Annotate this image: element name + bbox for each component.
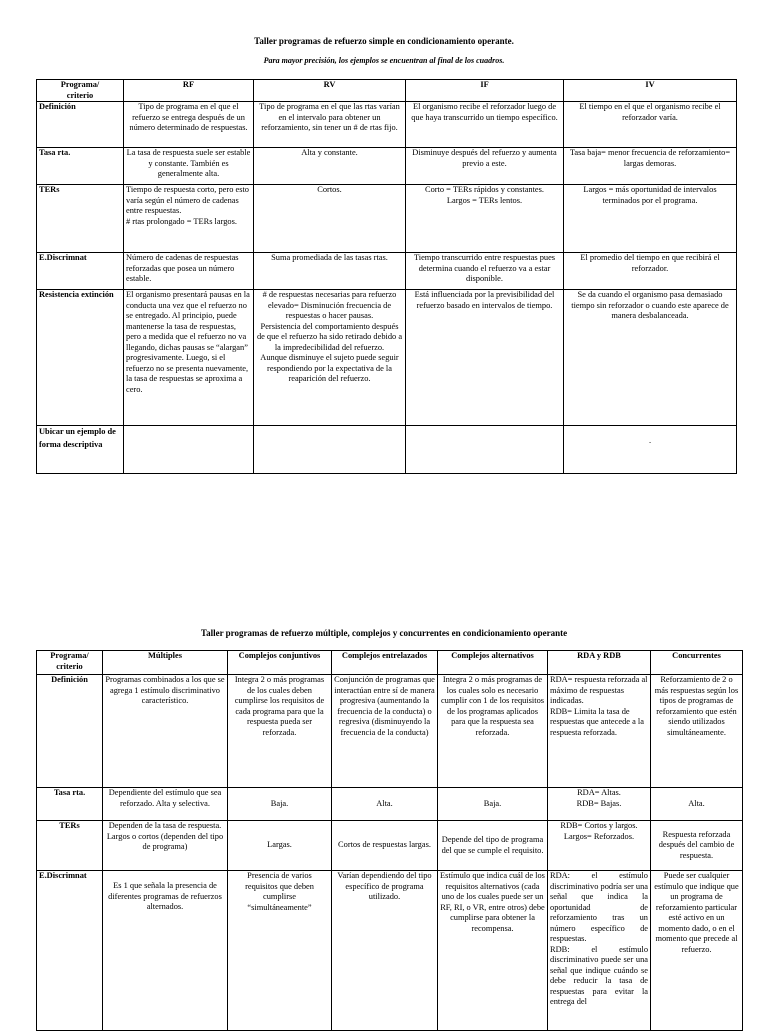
column-header: Complejos conjuntivos: [228, 651, 332, 675]
row-criterion: Tasa rta.: [37, 788, 103, 821]
column-header: Múltiples: [103, 651, 228, 675]
table-cell: Respuesta reforzada después del cambio de respuesta.: [651, 821, 743, 871]
column-header: Complejos entrelazados: [332, 651, 438, 675]
table1-title: Taller programas de refuerzo simple en condicionamiento operante.: [254, 36, 514, 46]
table-cell: El organismo presentará pausas en la conducta una vez que el refuerzo no se entregado. Al principio, puede mantenerse la tasa de respuestas, pero a medida que el refuerzo no va llegando, dichas pausas se “alargan” progresivamente. Luego, si el refuerzo no se presenta nuevamente, la tasa de respuestas se aproxima a cero.: [124, 290, 254, 426]
table1-subtitle: Para mayor precisión, los ejemplos se encuentran al final de los cuadros.: [263, 56, 505, 65]
table-cell: Disminuye después del refuerzo y aumenta previo a este.: [406, 148, 564, 185]
table-header-row: [37, 80, 737, 102]
column-header: RDA y RDB: [548, 651, 651, 675]
row-criterion: Ubicar un ejemplo de forma descriptiva: [37, 426, 124, 474]
column-header: RV: [254, 80, 406, 102]
table-cell: Tiempo transcurrido entre respuestas pues determina cuando el refuerzo va a estar disponible.: [406, 253, 564, 290]
table-cell: Largos = más oportunidad de intervalos terminados por el programa.: [564, 185, 737, 253]
column-header: Programa/ criterio: [37, 651, 103, 675]
table-cell: Integra 2 o más programas de los cuales solo es necesario cumplir con 1 de los requisitos de los programas aplicados para que la respuesta sea reforzada.: [438, 675, 548, 788]
column-header: Concurrentes: [651, 651, 743, 675]
column-header: Programa/ criterio: [37, 80, 124, 102]
column-header: IF: [406, 80, 564, 102]
table-cell: RDA= respuesta reforzada al máximo de respuestas indicadas. RDB= Limita la tasa de respuestas que antecede a la respuesta reforzada.: [548, 675, 651, 788]
column-header: Complejos alternativos: [438, 651, 548, 675]
table-cell: RDA= Altas. RDB= Bajas.: [548, 788, 651, 821]
table-cell: RDA: el estímulo discriminativo podría ser una señal que indica la oportunidad de reforzamiento tras un número específico de respuestas. RDB: el estímulo discriminativo puede ser una señal que indique cuándo se debe reducir la tasa de respuestas para evitar la entrega del: [548, 871, 651, 1031]
table-cell: Alta.: [332, 788, 438, 821]
table-cell: Dependiente del estímulo que sea reforzado. Alta y selectiva.: [103, 788, 228, 821]
table-cell: [124, 426, 254, 474]
row-criterion: E.Discrimnat: [37, 253, 124, 290]
complex-programs-table: [36, 650, 743, 1031]
table-cell: El promedio del tiempo en que recibirá el reforzador.: [564, 253, 737, 290]
table-cell: Dependen de la tasa de respuesta. Largos o cortos (dependen del tipo de programa): [103, 821, 228, 871]
row-criterion: TERs: [37, 185, 124, 253]
column-header: RF: [124, 80, 254, 102]
table-row: [37, 788, 743, 821]
row-criterion: Tasa rta.: [37, 148, 124, 185]
table-cell: Tiempo de respuesta corto, pero esto varía según el número de cadenas entre respuestas. # rtas prolongado = TERs largos.: [124, 185, 254, 253]
table-cell: Reforzamiento de 2 o más respuestas según los tipos de programas de reforzamiento que estén siendo utilizados simultáneamente.: [651, 675, 743, 788]
table-cell: Corto = TERs rápidos y constantes. Largos = TERs lentos.: [406, 185, 564, 253]
table-row: [37, 675, 743, 788]
table-row: [37, 253, 737, 290]
row-criterion: Definición: [37, 675, 103, 788]
row-criterion: Definición: [37, 102, 124, 148]
table-cell: Tasa baja= menor frecuencia de reforzamiento= largas demoras.: [564, 148, 737, 185]
table-row: [37, 426, 737, 474]
table-header-row: [37, 651, 743, 675]
row-criterion: Resistencia extinción: [37, 290, 124, 426]
table-cell: # de respuestas necesarias para refuerzo elevado= Disminución frecuencia de respuestas o hacer pausas. Persistencia del comportamiento después de que el refuerzo ha sido retirado debido a la impredecibilidad del refuerzo. Aunque disminuye el sujeto puede seguir respondiendo por la expectativa de la reaparición del refuerzo.: [254, 290, 406, 426]
table-cell: Número de cadenas de respuestas reforzadas que posea un número estable.: [124, 253, 254, 290]
table-cell: Baja.: [228, 788, 332, 821]
table-row: [37, 871, 743, 1031]
table-cell: Está influenciada por la previsibilidad del refuerzo basado en intervalos de tiempo.: [406, 290, 564, 426]
table-cell: Largas.: [228, 821, 332, 871]
table-cell: Programas combinados a los que se agrega 1 estímulo discriminativo característico.: [103, 675, 228, 788]
table-cell: Conjunción de programas que interactúan entre sí de manera progresiva (aumentando la frecuencia de la conducta) o regresiva (disminuyendo la frecuencia de la conducta): [332, 675, 438, 788]
column-header: IV: [564, 80, 737, 102]
table-cell: [254, 426, 406, 474]
table-cell: Alta.: [651, 788, 743, 821]
table-cell: [406, 426, 564, 474]
table-row: [37, 185, 737, 253]
table-cell: Es 1 que señala la presencia de diferentes programas de refuerzos alternados.: [103, 871, 228, 1031]
row-criterion: TERs: [37, 821, 103, 871]
table-row: [37, 148, 737, 185]
table-cell: Integra 2 o más programas de los cuales deben cumplirse los requisitos de cada programa para que la respuesta pueda ser reforzada.: [228, 675, 332, 788]
table-cell: RDB= Cortos y largos. Largos= Reforzados.: [548, 821, 651, 871]
table-cell: Depende del tipo de programa del que se cumple el requisito.: [438, 821, 548, 871]
table-cell: El tiempo en el que el organismo recibe el reforzador varía.: [564, 102, 737, 148]
table-cell: La tasa de respuesta suele ser estable y constante. También es generalmente alta.: [124, 148, 254, 185]
simple-programs-table: [36, 79, 737, 474]
row-criterion: E.Discrimnat: [37, 871, 103, 1031]
table-cell: Se da cuando el organismo pasa demasiado tiempo sin reforzador o cuando este aparece de manera desbalanceada.: [564, 290, 737, 426]
table-cell: El organismo recibe el reforzador luego de que haya transcurrido un tiempo específico.: [406, 102, 564, 148]
table-cell: Varían dependiendo del tipo específico de programa utilizado.: [332, 871, 438, 1031]
table-cell: Suma promediada de las tasas rtas.: [254, 253, 406, 290]
table-cell: Baja.: [438, 788, 548, 821]
table-cell: Alta y constante.: [254, 148, 406, 185]
table-cell: Cortos de respuestas largas.: [332, 821, 438, 871]
table-cell: Puede ser cualquier estímulo que indique que un programa de reforzamiento particular esté activo en un momento dado, o en el momento que precede al refuerzo.: [651, 871, 743, 1031]
table-cell: Estímulo que indica cuál de los requisitos alternativos (cada uno de los cuales puede ser un RF, RI, o VR, entre otros) debe cumplirse para obtener la recompensa.: [438, 871, 548, 1031]
table-cell: Tipo de programa en el que el refuerzo se entrega después de un número determinado de respuestas.: [124, 102, 254, 148]
table-cell: Presencia de varios requisitos que deben cumplirse “simultáneamente”: [228, 871, 332, 1031]
table-row: [37, 290, 737, 426]
table-row: [37, 821, 743, 871]
table-cell: Tipo de programa en el que las rtas varían en el intervalo para obtener un reforzamiento, sin tener un # de rtas fijo.: [254, 102, 406, 148]
table-cell: Cortos.: [254, 185, 406, 253]
table-row: [37, 102, 737, 148]
table-cell: .: [564, 426, 737, 474]
table2-title: Taller programas de refuerzo múltiple, complejos y concurrentes en condicionamiento operante: [200, 628, 568, 638]
